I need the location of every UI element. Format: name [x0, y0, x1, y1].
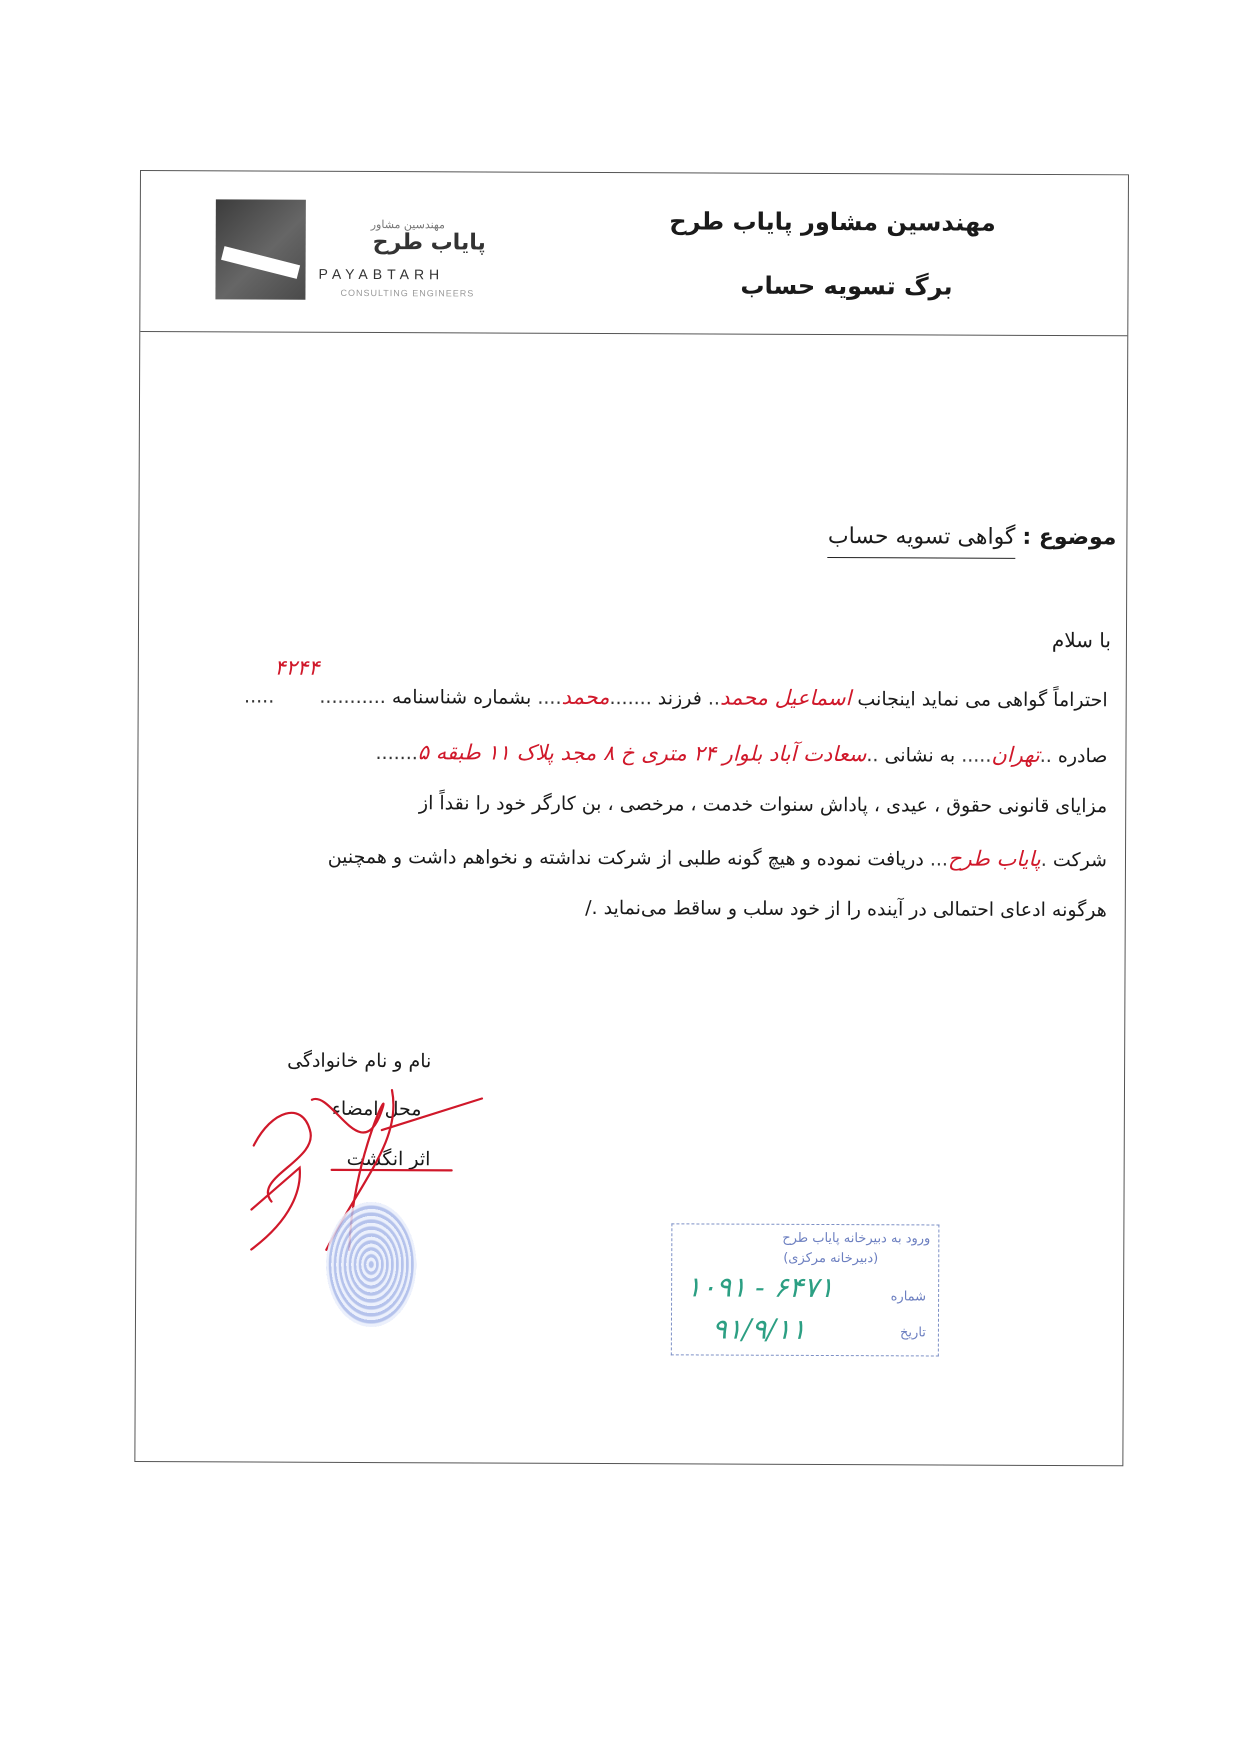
body-text: دریافت نموده و هیچ گونه طلبی از شرکت نداشته و نخواهم داشت و همچنین: [327, 845, 924, 871]
handwritten-name: اسماعیل محمد: [719, 685, 852, 711]
handwritten-issue-place: تهران: [991, 742, 1040, 767]
name-label: نام و نام خانوادگی: [287, 1049, 432, 1073]
greeting: با سلام: [1051, 627, 1112, 653]
company-name: مهندسین مشاور پایاب طرح: [669, 207, 996, 237]
stamp-date-value: ۹۱/۹/۱۱: [711, 1312, 807, 1346]
body-text: به نشانی: [884, 744, 956, 767]
body-text: شرکت: [1052, 848, 1108, 872]
body-line-1: احتراماً گواهی می نماید اینجانب اسماعیل محمد.. فرزند .......محمد.... بشماره شناسنامه ...........۴۲۴۴.....: [244, 655, 1108, 712]
handwritten-id-number: ۴۲۴۴: [274, 655, 320, 680]
secretariat-stamp: [671, 1223, 940, 1356]
handwritten-father-name: محمد: [561, 684, 610, 710]
subject-line: [828, 524, 1117, 559]
body-line-2: صادره ..تهران..... به نشانی ..سعادت آباد بلوار ۲۴ متری خ ۸ مجد پلاک ۱۱ طبقه ۵.......: [375, 740, 1108, 768]
letterhead: [140, 171, 1128, 336]
stamp-number-value: ۱۰۹۱ - ۶۴۷۱: [686, 1270, 834, 1305]
body-line-5: هرگونه ادعای احتمالی در آینده را از خود سلب و ساقط می‌نماید ./: [585, 896, 1107, 922]
logo-fa-subtitle: مهندسین مشاور: [370, 218, 445, 232]
logo-fa-name: پایاب طرح: [372, 230, 486, 256]
logo-en-subtitle: CONSULTING ENGINEERS: [340, 287, 475, 299]
company-logo-icon: [215, 199, 305, 299]
form-frame: [134, 170, 1129, 1466]
signature-label: محل امضاء: [331, 1097, 422, 1121]
subject-label: موضوع :: [1022, 524, 1117, 551]
logo-en-name: PAYABTARH: [318, 265, 445, 283]
fingerprint-label: اثر انگشت: [346, 1147, 431, 1171]
body-line-3: مزایای قانونی حقوق ، عیدی ، پاداش سنوات خدمت ، مرخصی ، بن کارگر خود را نقداً از: [418, 792, 1108, 818]
handwritten-company: پایاب طرح: [947, 846, 1041, 871]
body-line-4: شرکت .پایاب طرح... دریافت نموده و هیچ گونه طلبی از شرکت نداشته و نخواهم داشت و همچنین: [327, 845, 1108, 872]
form-title: برگ تسویه حساب: [740, 271, 953, 301]
stamp-number-label: شماره: [890, 1289, 927, 1305]
subject-value: گواهی تسویه حساب: [828, 524, 1016, 559]
body-text: صادره: [1057, 745, 1108, 768]
handwritten-address: سعادت آباد بلوار ۲۴ متری خ ۸ مجد پلاک ۱۱ طبقه ۵: [417, 740, 867, 767]
stamp-subtitle: (دبیرخانه مرکزی): [783, 1250, 879, 1267]
fingerprint-icon: [326, 1202, 417, 1327]
body-text: بشماره شناسنامه: [391, 686, 532, 709]
body-text: فرزند: [657, 687, 702, 710]
stamp-date-label: تاریخ: [900, 1325, 926, 1341]
body-text: احتراماً گواهی می نماید اینجانب: [857, 688, 1108, 712]
stamp-title: ورود به دبیرخانه پایاب طرح: [782, 1230, 931, 1247]
